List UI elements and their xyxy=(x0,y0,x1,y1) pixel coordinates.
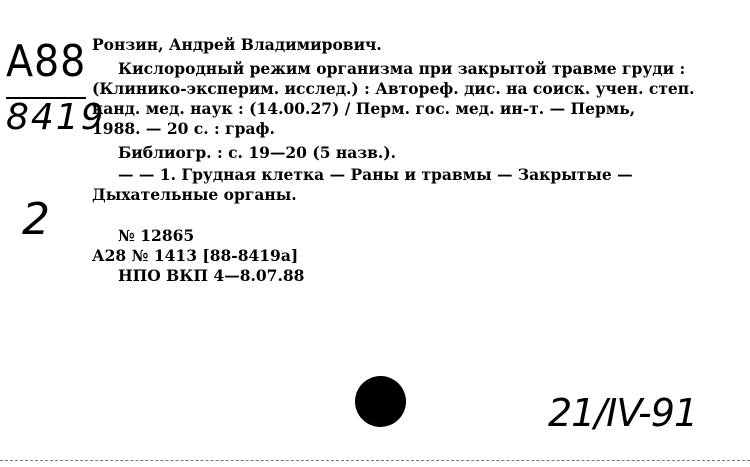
record-npo-stamp: НПО ВКП 4—8.07.88 xyxy=(118,266,305,285)
record-subject-line-2: Дыхательные органы. xyxy=(92,185,297,204)
punch-hole xyxy=(355,376,406,427)
handwritten-side-mark: 2 xyxy=(22,194,50,245)
record-title-line-1: Кислородный режим организма при закрытой травме груди : xyxy=(118,59,686,78)
record-catalog-code: А28 № 1413 [88-8419а] xyxy=(92,246,299,265)
handwritten-call-number-top: A88 xyxy=(6,36,87,87)
record-title-line-3: канд. мед. наук : (14.00.27) / Перм. гос. мед. ин-т. — Пермь, xyxy=(92,99,636,118)
record-bibliography: Библиогр. : с. 19—20 (5 назв.). xyxy=(118,143,397,162)
record-title-line-4: 1988. — 20 с. : граф. xyxy=(92,119,275,138)
record-number: № 12865 xyxy=(118,226,195,245)
record-subject-line-1: — — 1. Грудная клетка — Раны и травмы — Закрытые — xyxy=(118,165,633,184)
handwritten-date-stamp: 21/IV-91 xyxy=(548,391,698,435)
record-author: Ронзин, Андрей Владимирович. xyxy=(92,35,382,54)
card-bottom-edge xyxy=(0,460,750,461)
handwritten-call-number-bottom: 8419 xyxy=(6,97,106,138)
record-title-line-2: (Клинико-эксперим. исслед.) : Автореф. дис. на соиск. учен. степ. xyxy=(92,79,695,98)
